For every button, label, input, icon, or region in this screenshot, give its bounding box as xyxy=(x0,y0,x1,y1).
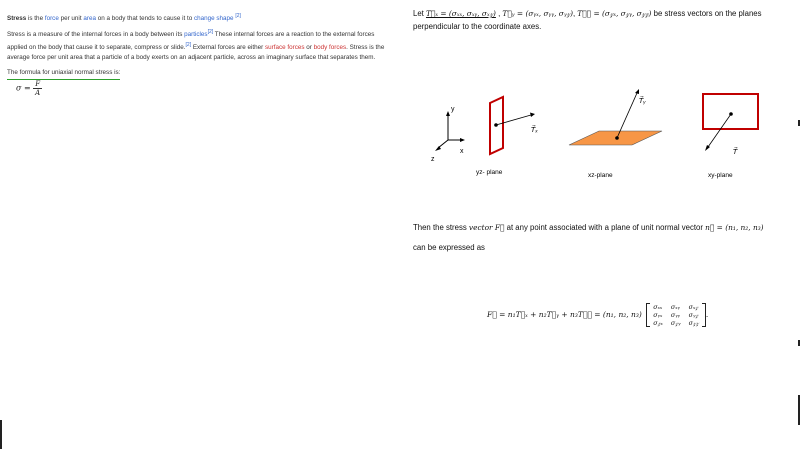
fraction-denominator: A xyxy=(35,89,41,97)
text: These internal forces are a reaction to the external forces applied on the body that cause it to separate, compress or slide. xyxy=(7,31,375,52)
unit-normal: n⃗ = (n₁, n₂, n₃) xyxy=(705,223,764,232)
link-particles[interactable]: particles xyxy=(184,31,208,39)
reference-marker[interactable]: [2] xyxy=(207,29,214,36)
reference-marker[interactable]: [2] xyxy=(235,13,241,19)
ty-definition: T⃗ᵧ = (σᵧₓ, σᵧᵧ, σᵧ𝓏) xyxy=(502,9,573,18)
matrix-cell: σₓₓ xyxy=(653,303,663,311)
axis-z-label: z xyxy=(431,156,435,163)
fraction xyxy=(33,80,42,97)
text: , xyxy=(572,9,578,18)
ty-vector-label: T⃗ᵧ xyxy=(639,98,646,105)
formula-intro xyxy=(7,68,392,80)
tx-definition: T⃗ₓ = (σₓₓ, σₓᵧ, σₓ𝓏) xyxy=(426,9,496,18)
link-body-forces[interactable]: body forces xyxy=(313,44,347,52)
paragraph-description xyxy=(7,27,392,63)
link-area[interactable]: area xyxy=(83,15,96,23)
term-stress: Stress xyxy=(7,15,27,23)
coordinate-axes xyxy=(431,106,465,163)
text: . Stress is the average force per unit area that a particle of a body exerts on an adjacent particle, across an imaginary surface that separates them. xyxy=(7,44,385,62)
text: be stress vectors on the planes xyxy=(651,9,762,18)
left-edge-bar xyxy=(0,420,2,449)
tz-vector-label: T⃗𝓏 xyxy=(733,149,743,156)
text: per unit xyxy=(58,15,84,23)
matrix-cell: σ𝓏ᵧ xyxy=(670,319,681,327)
text: or xyxy=(304,44,314,52)
tx-vector-label: T⃗ₓ xyxy=(531,127,538,134)
equation-lhs: F⃗ = n₁T⃗ₓ + n₂T⃗ᵧ + n₃T⃗𝓏 = (n₁, n₂, n₃) xyxy=(487,310,642,319)
matrix-cell: σ𝓏ₓ xyxy=(653,319,663,327)
yz-plane-figure xyxy=(476,97,538,176)
stress-tensor-matrix xyxy=(646,303,709,327)
paragraph-definition xyxy=(7,11,392,24)
text: Let xyxy=(413,9,427,18)
matrix-cell: σᵧ𝓏 xyxy=(688,311,699,319)
stress-excerpt xyxy=(7,11,392,83)
text: , xyxy=(495,9,503,18)
f-vector: vector F⃗ xyxy=(468,223,505,232)
text: on a body that tends to cause it to xyxy=(95,15,194,23)
matrix-row xyxy=(649,303,703,311)
matrix-cell: σₓᵧ xyxy=(670,303,680,311)
stress-vectors-sentence xyxy=(413,9,762,19)
stress-planes-diagram xyxy=(413,85,800,195)
formula-label: The formula for uniaxial normal stress is: xyxy=(7,68,120,80)
xz-plane-caption: xz-plane xyxy=(588,172,613,179)
text: External forces are either xyxy=(191,44,265,52)
matrix-row xyxy=(649,319,703,327)
matrix-cell: σᵧᵧ xyxy=(670,311,681,319)
text: is the xyxy=(26,15,45,23)
fraction-numerator: F xyxy=(35,80,41,88)
link-surface-forces[interactable]: surface forces xyxy=(264,44,305,52)
matrix-cell: σₓ𝓏 xyxy=(688,303,699,311)
stress-vector-sentence xyxy=(413,223,764,232)
axis-x-label: x xyxy=(460,148,464,155)
text: Then the stress xyxy=(413,223,469,232)
matrix-row xyxy=(649,311,703,319)
yz-plane-caption: yz- plane xyxy=(476,169,503,176)
xy-plane-figure xyxy=(703,94,758,179)
text: at any point associated with a plane of unit normal vector xyxy=(504,223,706,232)
formula-lhs: σ = xyxy=(16,83,31,93)
reference-marker[interactable]: [2] xyxy=(185,42,192,49)
link-force[interactable]: force xyxy=(44,15,59,23)
link-change-shape[interactable]: change shape xyxy=(193,15,234,23)
xy-plane-caption: xy-plane xyxy=(708,172,733,179)
stress-equation xyxy=(487,303,708,327)
matrix-cell: σᵧₓ xyxy=(653,311,663,319)
xz-plane-figure xyxy=(569,89,662,179)
perpendicular-sentence: perpendicular to the coordinate axes. xyxy=(413,22,542,31)
expressed-as-text: can be expressed as xyxy=(413,243,485,252)
equation-end: . xyxy=(705,310,709,319)
tz-definition: T⃗𝓏 = (σ𝓏ₓ, σ𝓏ᵧ, σ𝓏𝓏) xyxy=(577,9,652,18)
stress-formula xyxy=(16,80,42,97)
text: Stress is a measure of the internal forces in a body between its xyxy=(7,31,185,39)
axis-y-label: y xyxy=(451,106,455,113)
matrix-cell: σ𝓏𝓏 xyxy=(688,319,699,327)
